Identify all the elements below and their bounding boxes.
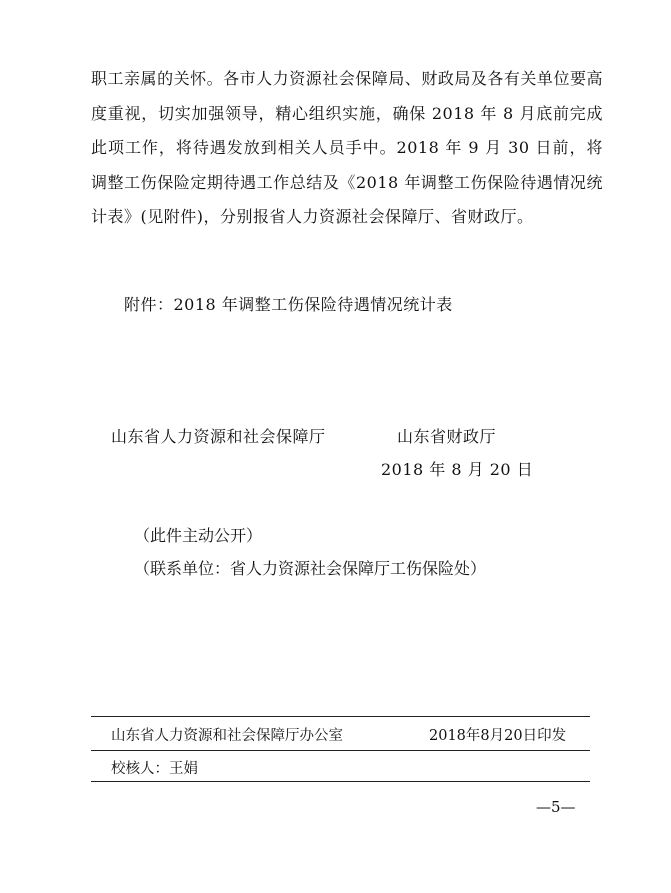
footer-issuer: 山东省人力资源和社会保障厅办公室 [111, 728, 343, 744]
signature-date: 2018 年 8 月 20 日 [381, 460, 534, 479]
footer-top-rule [91, 716, 590, 717]
body-paragraph: 职工亲属的关怀。各市人力资源社会保障局、财政局及各有关单位要高度重视，切实加强领导，精心组织实施，确保 2018 年 8 月底前完成此项工作，将待遇发放到相关人员手中。2018 年 9 月 30 日前，将调整工伤保险定期待遇工作总结及《2018 年调整工伤保险待遇情况统计表》(见附件)，分别报省人力资源社会保障厅、省财政厅。 [91, 69, 603, 226]
body-paragraph-block [91, 62, 603, 235]
signature-org-finance: 山东省财政厅 [397, 427, 497, 446]
contact-note: （联系单位：省人力资源社会保障厅工伤保险处） [134, 559, 487, 578]
attachment-line: 附件：2018 年调整工伤保险待遇情况统计表 [124, 295, 453, 314]
footer-proofreader: 校核人：王娟 [111, 761, 198, 777]
footer-bottom-rule [91, 781, 590, 782]
footer-middle-rule [91, 750, 590, 751]
page-number: —5— [536, 798, 576, 816]
signature-org-hrss: 山东省人力资源和社会保障厅 [111, 427, 326, 446]
disclosure-note: （此件主动公开） [134, 526, 263, 545]
footer-print-date: 2018年8月20日印发 [429, 728, 567, 744]
